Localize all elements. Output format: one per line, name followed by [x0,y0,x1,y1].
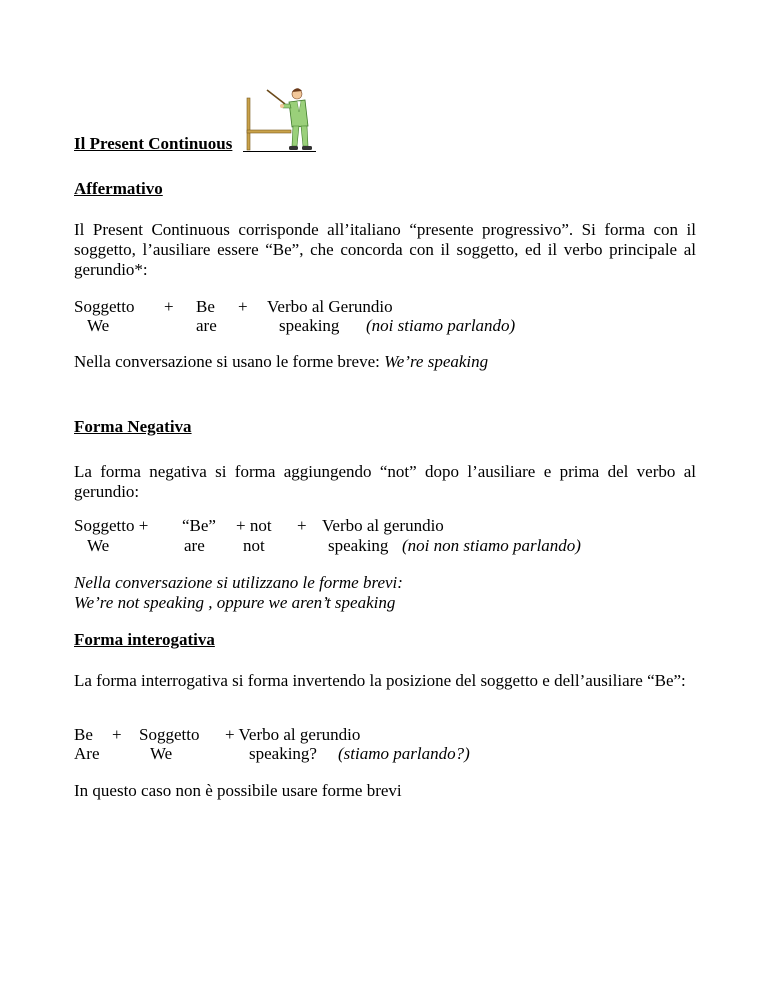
negativa-note-line1: Nella conversazione si utilizzano le forme brevi: [74,573,403,592]
heading-negativa: Forma Negativa [74,417,192,436]
example-are: are [184,536,205,555]
formula-soggetto: Soggetto [74,297,135,316]
example-translation: (noi non stiamo parlando) [402,536,581,555]
formula-plus: + [112,725,122,744]
affermativo-intro: Il Present Continuous corrisponde all’italiano “presente progressivo”. Si forma con il soggetto, l’ausiliare essere “Be”, che concorda con il soggetto, ed il verbo principale al gerundio*: [74,220,696,279]
example-speaking: speaking [328,536,389,555]
formula-soggetto: Soggetto [139,725,200,744]
formula-plus: + [164,297,174,316]
negativa-note-line2: We’re not speaking , oppure we aren’t speaking [74,593,396,612]
example-are: are [196,316,217,335]
interrogativa-note: In questo caso non è possibile usare forme brevi [74,781,402,800]
formula-soggetto: Soggetto + [74,516,149,535]
formula-not: + not [236,516,272,535]
example-are: Are [74,744,100,763]
example-we: We [87,316,110,335]
example-not: not [243,536,265,555]
affermativo-note [74,352,488,372]
example-translation: (noi stiamo parlando) [366,316,516,335]
formula-verbo: + Verbo al gerundio [225,725,361,744]
note-example: We’re speaking [384,352,489,371]
formula-plus: + [297,516,307,535]
negativa-intro: La forma negativa si forma aggiungendo “not” dopo l’ausiliare e prima del verbo al gerundio: [74,462,696,501]
page-title: Il Present Continuous [74,134,233,153]
example-translation: (stiamo parlando?) [338,744,470,763]
example-speaking: speaking? [249,744,317,763]
note-text: Nella conversazione si usano le forme breve: [74,352,385,371]
formula-plus: + [238,297,248,316]
teacher-pointing-icon [245,82,321,156]
formula-be: Be [74,725,93,744]
formula-verbo: Verbo al Gerundio [267,297,393,316]
example-speaking: speaking [279,316,340,335]
formula-be: “Be” [182,516,216,535]
heading-affermativo: Affermativo [74,179,163,198]
formula-be: Be [196,297,215,316]
formula-verbo: Verbo al gerundio [322,516,444,535]
example-we: We [150,744,173,763]
interrogativa-intro: La forma interrogativa si forma invertendo la posizione del soggetto e dell’ausiliare “Be”: [74,671,686,690]
example-we: We [87,536,110,555]
title-rule [243,151,316,152]
heading-interrogativa: Forma interogativa [74,630,215,649]
